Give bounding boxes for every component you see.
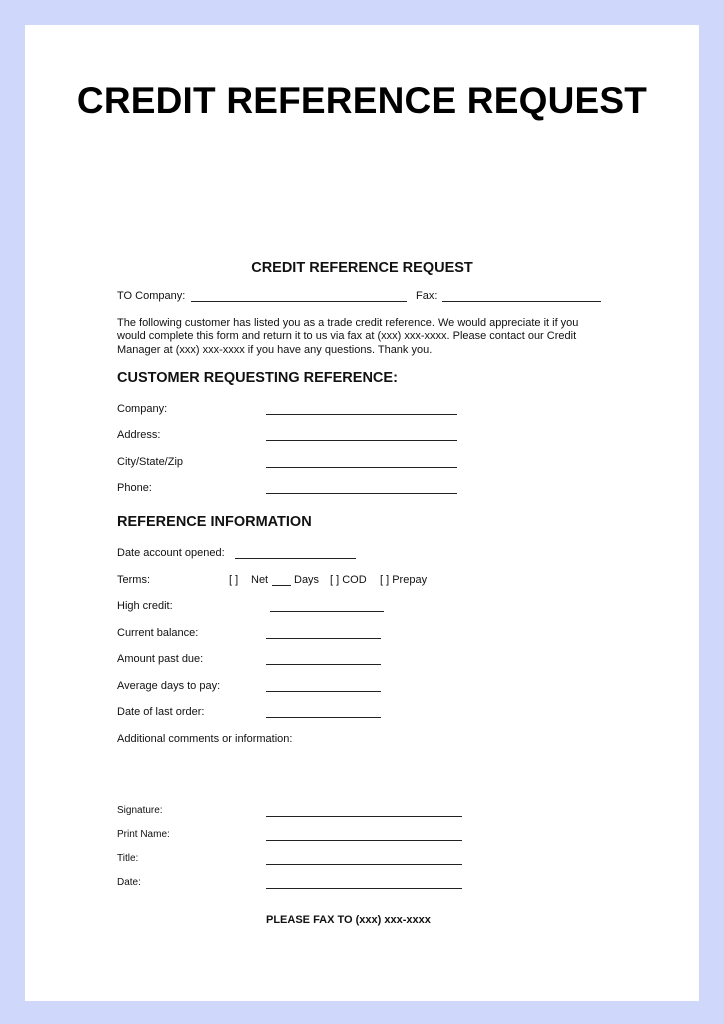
- customer-company-label: Company:: [117, 403, 168, 415]
- customer-city-label: City/State/Zip: [117, 456, 184, 468]
- to-company-field[interactable]: [191, 301, 407, 302]
- customer-phone-label: Phone:: [117, 482, 152, 494]
- last-order-field[interactable]: [266, 717, 381, 718]
- amount-past-due-label: Amount past due:: [117, 653, 204, 665]
- net-checkbox[interactable]: [ ]: [229, 574, 239, 586]
- customer-phone-field[interactable]: [266, 493, 457, 494]
- intro-line: would complete this form and return it to us via fax at (xxx) xxx-xxxx. Please contact our Credit: [117, 330, 577, 343]
- form-title: CREDIT REFERENCE REQUEST: [251, 260, 473, 276]
- amount-past-due-field[interactable]: [266, 664, 381, 665]
- net-label: Net: [251, 574, 269, 586]
- title-field[interactable]: [266, 864, 462, 865]
- title-label: Title:: [117, 853, 139, 864]
- date-opened-label: Date account opened:: [117, 547, 225, 559]
- customer-city-field[interactable]: [266, 467, 457, 468]
- days-label: Days: [294, 574, 320, 586]
- comments-label: Additional comments or information:: [117, 733, 293, 745]
- date-opened-field[interactable]: [235, 558, 356, 559]
- high-credit-field[interactable]: [270, 611, 384, 612]
- print-name-field[interactable]: [266, 840, 462, 841]
- current-balance-label: Current balance:: [117, 627, 199, 639]
- fax-label: Fax:: [416, 290, 438, 302]
- intro-line: The following customer has listed you as a trade credit reference. We would appreciate it if you: [117, 317, 579, 329]
- customer-address-field[interactable]: [266, 440, 457, 441]
- signature-field[interactable]: [266, 816, 462, 817]
- fax-footer: PLEASE FAX TO (xxx) xxx-xxxx: [266, 914, 431, 926]
- intro-line: Manager at (xxx) xxx-xxxx if you have any questions. Thank you.: [117, 343, 433, 356]
- prepay-checkbox[interactable]: [ ] Prepay: [380, 574, 428, 586]
- cod-checkbox[interactable]: [ ] COD: [330, 574, 367, 586]
- customer-heading: CUSTOMER REQUESTING REFERENCE:: [117, 370, 398, 386]
- avg-days-label: Average days to pay:: [117, 680, 221, 692]
- avg-days-field[interactable]: [266, 691, 381, 692]
- customer-company-field[interactable]: [266, 414, 457, 415]
- to-company-label: TO Company:: [117, 290, 186, 302]
- banner-title: CREDIT REFERENCE REQUEST: [76, 80, 648, 121]
- customer-address-label: Address:: [117, 429, 161, 441]
- date-field[interactable]: [266, 888, 462, 889]
- reference-heading: REFERENCE INFORMATION: [117, 514, 312, 530]
- high-credit-label: High credit:: [117, 600, 173, 612]
- print-name-label: Print Name:: [117, 829, 170, 840]
- last-order-label: Date of last order:: [117, 706, 205, 718]
- intro-paragraph: [117, 317, 607, 357]
- fax-field[interactable]: [442, 301, 601, 302]
- date-label: Date:: [117, 877, 141, 888]
- signature-label: Signature:: [117, 805, 163, 816]
- net-days-field[interactable]: [272, 585, 291, 586]
- current-balance-field[interactable]: [266, 638, 381, 639]
- terms-label: Terms:: [117, 574, 150, 586]
